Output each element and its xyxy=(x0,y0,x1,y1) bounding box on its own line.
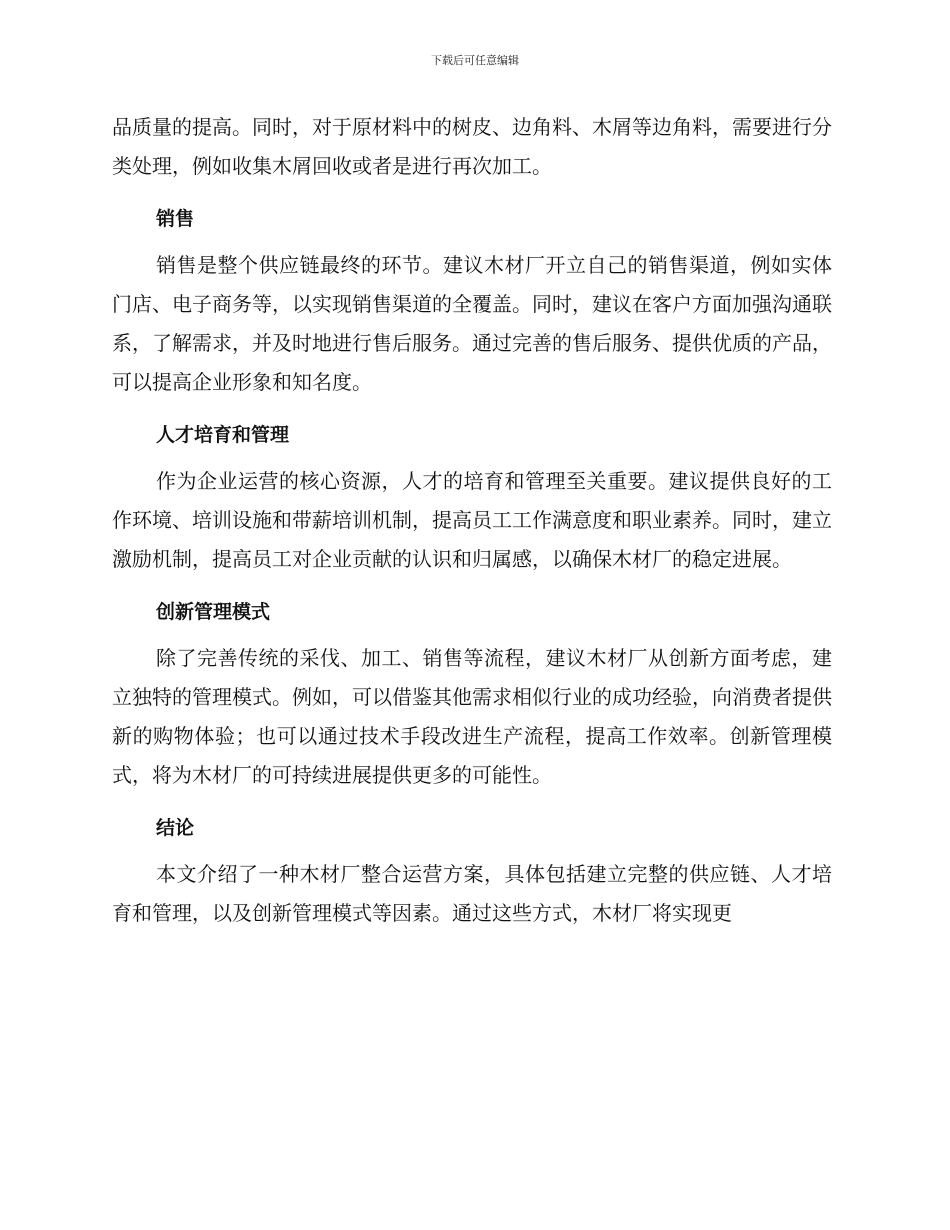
intro-continuation-paragraph: 品质量的提高。同时，对于原材料中的树皮、边角料、木屑等边角料，需要进行分类处理，例如收集木屑回收或者是进行再次加工。 xyxy=(112,115,832,178)
innovation-heading: 创新管理模式 xyxy=(156,601,271,623)
talent-paragraph: 作为企业运营的核心资源，人才的培育和管理至关重要。建议提供良好的工作环境、培训设施和带薪培训机制，提高员工工作满意度和职业素养。同时，建立激励机制，提高员工对企业贡献的认识和归属感，以确保木材厂的稳定进展。 xyxy=(112,469,832,571)
talent-heading: 人才培育和管理 xyxy=(156,424,290,446)
page-header: 下载后可任意编辑 xyxy=(431,54,519,67)
document-body xyxy=(112,108,832,933)
conclusion-paragraph: 本文介绍了一种木材厂整合运营方案，具体包括建立完整的供应链、人才培育和管理，以及创新管理模式等因素。通过这些方式，木材厂将实现更 xyxy=(112,862,832,925)
innovation-paragraph: 除了完善传统的采伐、加工、销售等流程，建议木材厂从创新方面考虑，建立独特的管理模式。例如，可以借鉴其他需求相似行业的成功经验，向消费者提供新的购物体验；也可以通过技术手段改进生产流程，提高工作效率。创新管理模式，将为木材厂的可持续进展提供更多的可能性。 xyxy=(112,646,832,787)
sales-paragraph: 销售是整个供应链最终的环节。建议木材厂开立自己的销售渠道，例如实体门店、电子商务等，以实现销售渠道的全覆盖。同时，建议在客户方面加强沟通联系，了解需求，并及时地进行售后服务。通过完善的售后服务、提供优质的产品，可以提高企业形象和知名度。 xyxy=(112,253,832,394)
sales-heading: 销售 xyxy=(156,208,195,230)
conclusion-heading: 结论 xyxy=(156,817,195,839)
